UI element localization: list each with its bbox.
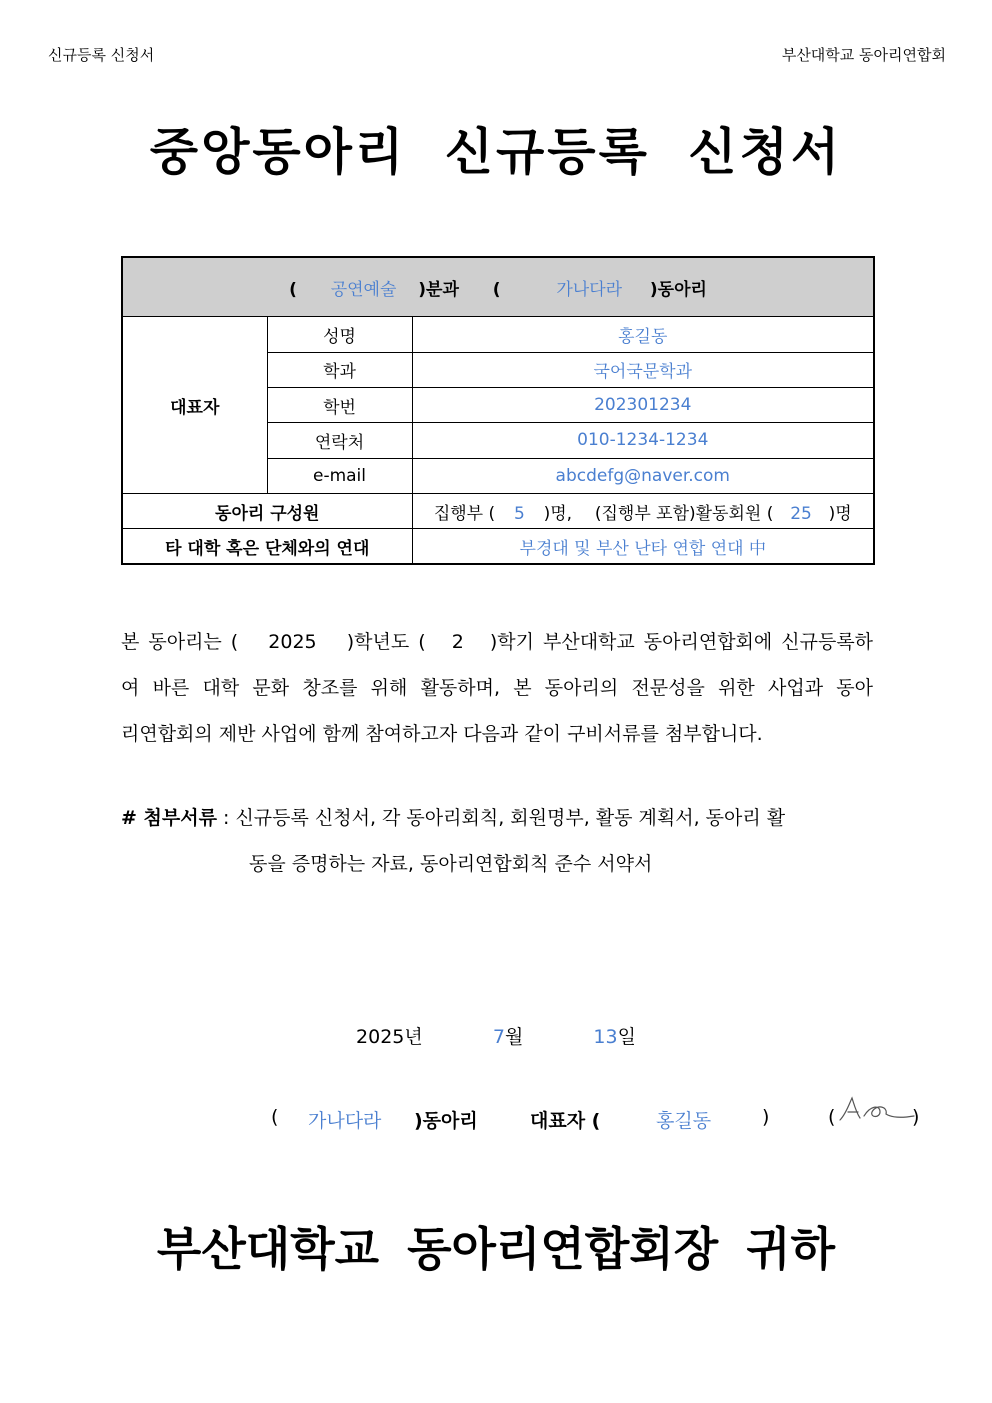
field-value-contact: 010-1234-1234 — [412, 423, 874, 458]
statement-year-suffix: )학년도 ( — [346, 631, 426, 653]
field-label-name: 성명 — [267, 317, 412, 352]
date-month-unit: 월 — [504, 1026, 524, 1048]
sig-club-name: 가나다라 — [308, 1110, 382, 1132]
page-title: 중앙동아리 신규등록 신청서 — [149, 123, 843, 181]
handwritten-signature-icon — [836, 1094, 916, 1133]
paren-close: ) — [418, 279, 427, 300]
paren-open: ( — [289, 279, 297, 300]
statement-intro: 본 동아리는 ( — [121, 631, 239, 653]
date-year: 2025년 — [356, 1026, 423, 1048]
attachments-line-1 — [121, 795, 873, 841]
attachments-label: # 첨부서류 — [121, 807, 217, 829]
paren-open-2: ( — [492, 279, 501, 300]
sig-club-suffix: )동아리 — [414, 1110, 478, 1132]
field-value-student-id: 202301234 — [412, 388, 874, 423]
division-suffix: 분과 — [426, 279, 459, 300]
statement-semester: 2 — [451, 631, 464, 653]
sig-club-open: ( — [271, 1106, 279, 1128]
members-exec-count: 5 — [513, 503, 525, 524]
sig-sign-open: ( — [828, 1106, 836, 1128]
statement-year: 2025 — [268, 631, 317, 653]
alliance-value: 부경대 및 부산 난타 연합 연대 中 — [412, 529, 874, 564]
header-right: 부산대학교 동아리연합회 — [781, 46, 946, 64]
date-day: 13 — [593, 1026, 618, 1048]
members-exec-prefix: 집행부 ( — [433, 503, 496, 524]
field-value-email: abcdefg@naver.com — [412, 458, 874, 493]
statement-line-2: 여 바른 대학 문화 창조를 위해 활동하며, 본 동아리의 전문성을 위한 사업과 동아 — [121, 677, 873, 699]
statement-line-3: 리연합회의 제반 사업에 함께 참여하고자 다음과 같이 구비서류를 첨부합니다. — [121, 723, 763, 745]
attachments-line-2: 동을 증명하는 자료, 동아리연합회칙 준수 서약서 — [249, 853, 653, 875]
division-name: 공연예술 — [330, 279, 397, 300]
members-active-count: 25 — [790, 503, 812, 524]
field-label-student-id: 학번 — [267, 388, 412, 423]
header-left: 신규등록 신청서 — [48, 46, 155, 64]
attachments-list-1: : 신규등록 신청서, 각 동아리회칙, 회원명부, 활동 계획서, 동아리 활 — [223, 807, 786, 829]
members-value — [412, 493, 874, 528]
statement-semester-suffix: )학기 부산대학교 동아리연합회에 신규등록하 — [489, 631, 874, 653]
club-name: 가나다라 — [556, 279, 623, 300]
statement-line-1 — [121, 619, 873, 665]
field-value-department: 국어국문학과 — [412, 352, 874, 387]
sig-rep-close: ) — [762, 1106, 770, 1128]
form-header-cell — [122, 257, 874, 317]
alliance-label: 타 대학 혹은 단체와의 연대 — [122, 529, 412, 564]
members-active-suffix: )명 — [828, 503, 852, 524]
date-month: 7 — [492, 1026, 505, 1048]
field-label-department: 학과 — [267, 352, 412, 387]
paren-close-2: ) — [649, 279, 658, 300]
date-line — [0, 1022, 992, 1049]
sig-sign-close: ) — [912, 1106, 920, 1128]
closing-addressee: 부산대학교 동아리연합회장 귀하 — [156, 1222, 836, 1276]
field-label-contact: 연락처 — [267, 423, 412, 458]
field-label-email: e-mail — [267, 458, 412, 493]
members-active-prefix: (집행부 포함)활동회원 ( — [594, 503, 774, 524]
date-day-unit: 일 — [617, 1026, 636, 1048]
sig-rep-name: 홍길동 — [656, 1110, 712, 1132]
members-exec-suffix: )명, — [543, 503, 573, 524]
representative-label: 대표자 — [122, 317, 267, 493]
form-header-row — [122, 257, 874, 317]
members-label: 동아리 구성원 — [122, 493, 412, 528]
club-suffix: 동아리 — [657, 279, 707, 300]
application-form-table — [121, 256, 875, 565]
sig-rep-label: 대표자 ( — [530, 1110, 601, 1132]
field-value-name: 홍길동 — [412, 317, 874, 352]
